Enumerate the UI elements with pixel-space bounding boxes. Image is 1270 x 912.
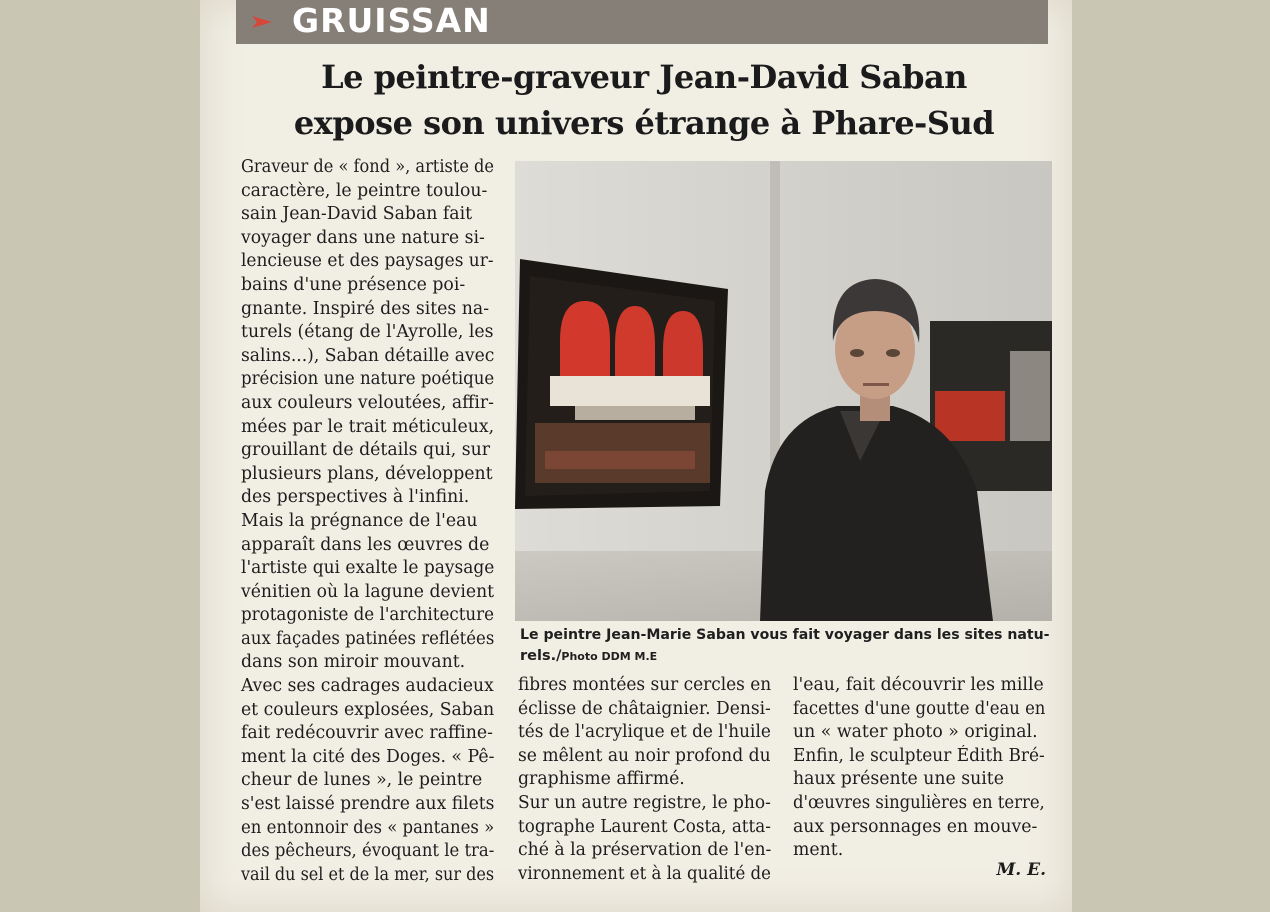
article-column-right [793, 674, 1045, 863]
article-line: facettes d'une goutte d'eau en [793, 698, 1046, 719]
article-line: en entonnoir des « pantanes » [241, 817, 495, 838]
article-line: salins...), Saban détaille avec [241, 345, 495, 366]
article-line: protagoniste de l'architecture [241, 605, 495, 626]
article-line: l'artiste qui exalte le paysage [241, 558, 495, 579]
article-line: caractère, le peintre toulou- [241, 180, 488, 201]
article-line: Graveur de « fond », artiste de [241, 157, 494, 177]
article-line: lencieuse et des paysages ur- [241, 251, 494, 272]
chevron-right-icon [250, 9, 276, 35]
article-line: vironnement et à la qualité de [518, 863, 771, 884]
article-line: éclisse de châtaignier. Densi- [518, 698, 771, 719]
photo-credit: Photo DDM M.E [561, 650, 658, 663]
article-line: des perspectives à l'infini. [241, 487, 470, 508]
article-line: vail du sel et de la mer, sur des [241, 864, 495, 885]
article-line: bains d'une présence poi- [241, 274, 466, 295]
article-line: fait redécouvrir avec raffine- [241, 723, 493, 744]
article-line: ment la cité des Doges. « Pê- [241, 746, 495, 767]
article-line: voyager dans une nature si- [241, 227, 485, 248]
article-line: haux présente une suite [793, 769, 1004, 790]
article-line: aux façades patinées reflétées [241, 628, 495, 649]
caption-line-2-text: rels./ [520, 648, 562, 664]
article-line: Sur un autre registre, le pho- [518, 792, 771, 813]
article-line: et couleurs explosées, Saban [241, 699, 495, 720]
article-line: fibres montées sur cercles en [518, 675, 772, 695]
article-line: mées par le trait méticuleux, [241, 416, 495, 437]
article-line: cheur de lunes », le peintre [241, 770, 483, 791]
article-line: apparaît dans les œuvres de [241, 534, 490, 555]
article-column-left [241, 156, 494, 887]
article-line: turels (étang de l'Ayrolle, les [241, 322, 494, 343]
article-line: des pêcheurs, évoquant le tra- [241, 841, 495, 862]
article-line: tographe Laurent Costa, atta- [518, 816, 771, 837]
article-line: l'eau, fait découvrir les mille [793, 675, 1044, 695]
article-line: Enfin, le sculpteur Édith Bré- [793, 745, 1045, 766]
author-signature: M. E. [996, 860, 1046, 880]
painting [515, 259, 728, 509]
section-title: GRUISSAN [292, 1, 491, 40]
article-line: grouillant de détails qui, sur [241, 440, 491, 461]
article-line: graphisme affirmé. [518, 769, 685, 790]
article-column-middle [518, 674, 771, 886]
article-line: un « water photo » original. [793, 722, 1038, 743]
article-photo [515, 161, 1052, 621]
article-line: d'œuvres singulières en terre, [793, 792, 1045, 813]
headline [240, 54, 1048, 146]
headline-line-2: expose son univers étrange à Phare-Sud [293, 104, 995, 142]
caption-line-1: Le peintre Jean-Marie Saban vous fait voyager dans les sites natu- [520, 627, 1050, 643]
article-line: s'est laissé prendre aux filets [241, 794, 495, 815]
article-line: précision une nature poétique [241, 369, 495, 390]
article-line: ment. [793, 840, 844, 861]
article-line: se mêlent au noir profond du [518, 745, 771, 766]
article-line: sain Jean-David Saban fait [241, 204, 473, 225]
photo-artist-with-painting [515, 161, 1052, 621]
article-line: Avec ses cadrages audacieux [241, 676, 494, 697]
article-line: Mais la prégnance de l'eau [241, 510, 478, 531]
article-line: aux couleurs veloutées, affir- [241, 392, 494, 413]
caption-line-2 [520, 646, 1050, 667]
article-line: dans son miroir mouvant. [241, 652, 466, 673]
photo-caption [520, 625, 1050, 667]
newspaper-clipping [200, 0, 1072, 912]
article-line: aux personnages en mouve- [793, 816, 1038, 837]
article-line: gnante. Inspiré des sites na- [241, 298, 490, 319]
article-line: plusieurs plans, développent [241, 463, 493, 484]
article-line: tés de l'acrylique et de l'huile [518, 722, 771, 743]
headline-line-1: Le peintre-graveur Jean-David Saban [321, 58, 967, 96]
section-header [236, 0, 1048, 44]
article-line: ché à la préservation de l'en- [518, 840, 772, 861]
article-line: vénitien où la lagune devient [241, 581, 495, 602]
